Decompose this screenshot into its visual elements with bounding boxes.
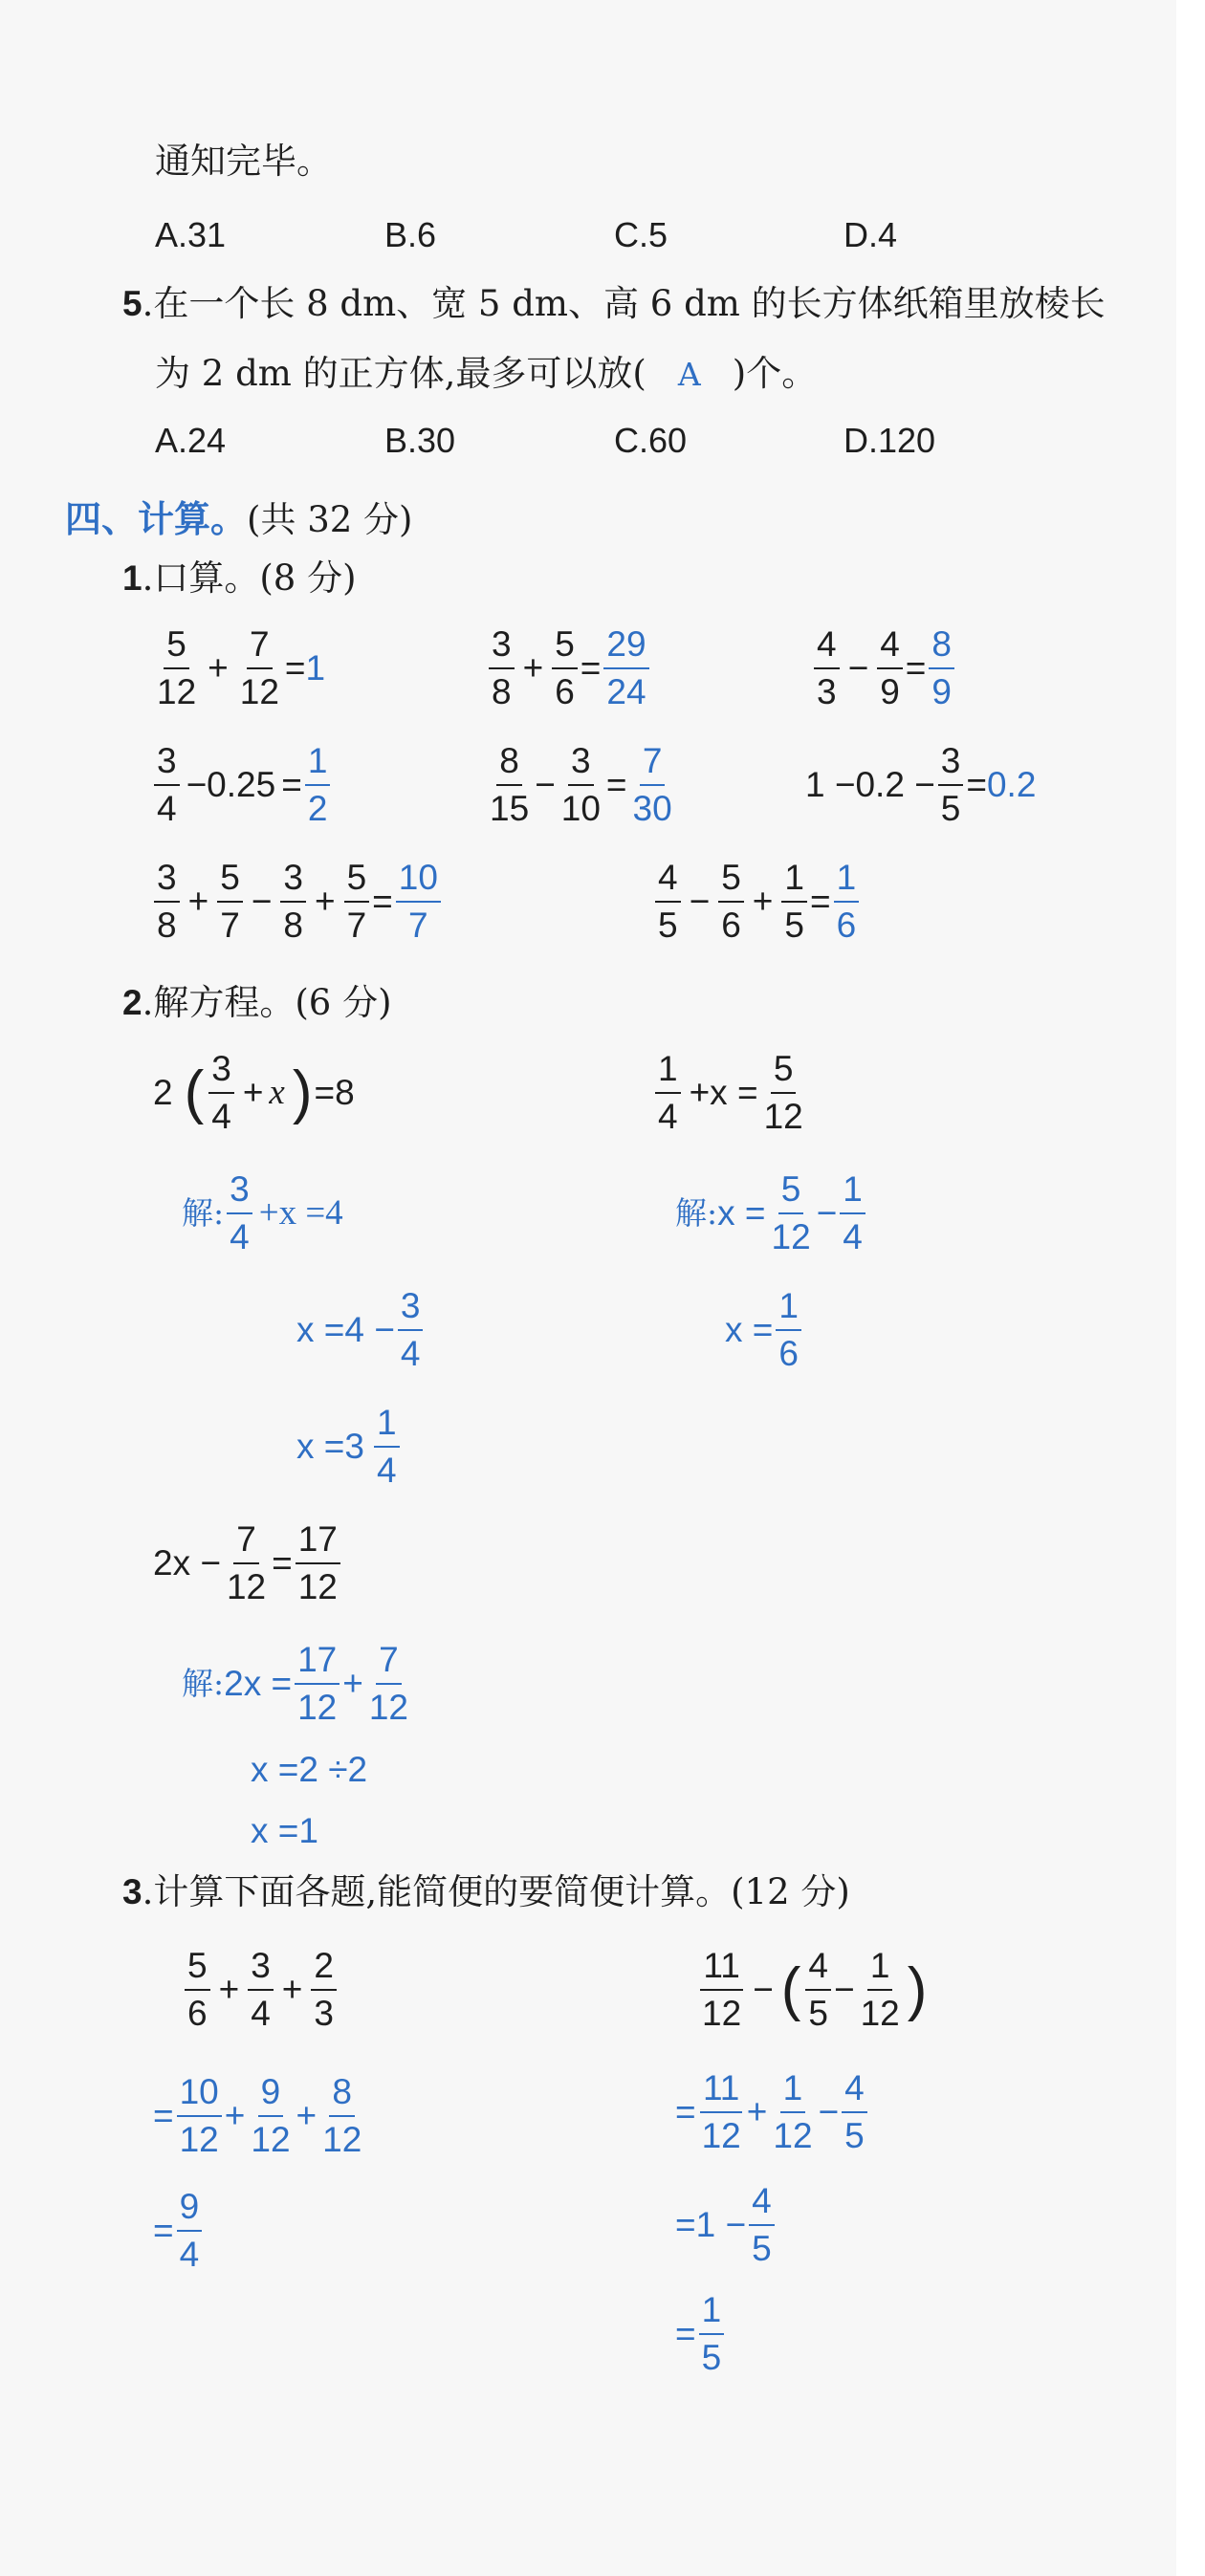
part3-title [122, 1871, 850, 1912]
fraction [154, 625, 199, 711]
denominator: 5 [940, 788, 961, 828]
section-title: 四、计算。 [65, 498, 248, 540]
math-token: + [242, 1073, 264, 1113]
denominator: 9 [931, 671, 952, 711]
part1-title [122, 557, 357, 599]
numerator: 7 [233, 1520, 259, 1564]
denominator: 5 [808, 1993, 828, 2033]
equation-3-step-2: x =2 ÷2 [251, 1750, 368, 1789]
q5-option-a: A.24 [155, 421, 227, 460]
math-token: +x =4 [258, 1193, 343, 1233]
part1-number: 1 [122, 558, 142, 598]
denominator: 12 [297, 1687, 338, 1727]
equation-2 [652, 1050, 809, 1136]
fraction [374, 1404, 400, 1490]
fraction [749, 2182, 775, 2268]
denominator: 4 [230, 1216, 250, 1256]
mental-calc-7 [151, 859, 444, 945]
numerator: 4 [655, 859, 681, 903]
calc-left [182, 1947, 340, 2033]
fraction [280, 859, 306, 945]
math-token: + [281, 1970, 303, 2010]
denominator: 12 [157, 671, 197, 711]
denominator: 5 [844, 2115, 865, 2155]
math-token: = [605, 765, 627, 805]
q4-option-b: B.6 [384, 215, 437, 254]
fraction [699, 1947, 744, 2033]
math-token: =1 − [675, 2205, 747, 2245]
denominator: 12 [179, 2119, 219, 2159]
math-token: x = [717, 1193, 766, 1233]
fraction [842, 2069, 867, 2155]
denominator: 12 [771, 1216, 811, 1256]
fraction [776, 1287, 801, 1373]
answer: 1 [305, 648, 326, 688]
numerator: 3 [568, 742, 594, 786]
numerator: 9 [258, 2073, 284, 2117]
fraction [877, 625, 903, 711]
math-token: − [847, 648, 869, 688]
math-token: = [272, 1543, 293, 1583]
equation-1-step-3 [296, 1404, 403, 1490]
numerator: 5 [552, 625, 578, 669]
fraction [552, 625, 578, 711]
fraction [296, 1520, 340, 1606]
fraction [177, 2188, 203, 2274]
fraction [366, 1641, 411, 1727]
equation-1 [153, 1050, 355, 1136]
math-token: + [342, 1664, 363, 1704]
numerator: 3 [489, 625, 515, 669]
numerator: 29 [603, 625, 648, 669]
numerator: 10 [177, 2073, 222, 2117]
fraction [814, 625, 840, 711]
q4-option-c: C.5 [614, 215, 668, 254]
math-token: 解: [675, 1194, 718, 1233]
numerator: 1 [780, 2069, 806, 2113]
math-token: x =4 − [296, 1310, 395, 1350]
q4-option-a: A.31 [155, 215, 227, 254]
denominator: 4 [179, 2234, 200, 2274]
denominator: 4 [157, 788, 177, 828]
fraction [858, 1947, 903, 2033]
math-token: − [818, 2092, 840, 2132]
fraction [224, 1520, 269, 1606]
math-token: = [966, 765, 987, 805]
math-token: = [281, 765, 302, 805]
part2-title-text: .解方程。(6 分) [142, 982, 392, 1023]
part2-title [122, 982, 392, 1023]
denominator: 9 [880, 671, 900, 711]
math-token: − [834, 1970, 855, 2010]
denominator: 12 [239, 671, 279, 711]
fraction [655, 859, 681, 945]
denominator: 6 [721, 905, 741, 945]
numerator: 17 [295, 1641, 340, 1685]
numerator: 1 [305, 742, 331, 786]
mental-calc-4 [151, 742, 333, 828]
q5-option-d: D.120 [844, 421, 936, 460]
math-token: = [284, 648, 306, 688]
math-token: + [314, 882, 336, 922]
numerator: 7 [376, 1641, 402, 1685]
denominator: 3 [314, 1993, 334, 2033]
equation-3-step-3: x =1 [251, 1811, 318, 1850]
equation-3 [153, 1520, 343, 1606]
numerator: 7 [640, 742, 666, 786]
q5-answer: A [677, 356, 701, 393]
math-token: 解: [182, 1665, 225, 1703]
numerator: 8 [496, 742, 522, 786]
numerator: 9 [177, 2188, 203, 2232]
math-token: + [224, 2096, 246, 2136]
q5-line2 [155, 353, 818, 394]
denominator: 12 [368, 1687, 409, 1727]
denominator: 24 [606, 671, 646, 711]
denominator: 12 [297, 1566, 338, 1606]
math-token: +x = [689, 1073, 758, 1113]
fraction [248, 2073, 293, 2159]
numerator: 4 [877, 625, 903, 669]
numerator: 1 [776, 1287, 801, 1331]
math-token: = [809, 882, 831, 922]
numerator: 5 [164, 625, 189, 669]
q4-continuation: 通知完毕。 [155, 141, 332, 182]
numerator: 5 [771, 1050, 797, 1094]
fraction [344, 859, 370, 945]
denominator: 10 [560, 788, 601, 828]
math-token: + [752, 882, 774, 922]
denominator: 4 [376, 1450, 397, 1490]
numerator: 3 [154, 859, 180, 903]
math-token: ( [780, 1955, 801, 2022]
fraction [761, 1050, 806, 1136]
denominator: 12 [702, 1993, 742, 2033]
fraction [718, 859, 744, 945]
numerator: 17 [296, 1520, 340, 1564]
q5-line2-pre: 为 2 dm 的正方体,最多可以放( [155, 353, 646, 394]
numerator: 11 [700, 2069, 742, 2113]
math-token: −0.25 [186, 765, 276, 805]
numerator: 10 [396, 859, 441, 903]
answer [929, 625, 954, 711]
q5-text: .在一个长 8 dm、宽 5 dm、高 6 dm 的长方体纸箱里放棱长 [142, 283, 1106, 324]
math-token: ) [292, 1059, 313, 1125]
math-token: + [218, 1970, 240, 2010]
equation-2-step-2 [725, 1287, 804, 1373]
numerator: 3 [280, 859, 306, 903]
math-token: 2x = [224, 1664, 293, 1704]
calc-right [696, 1947, 929, 2033]
math-token: = [153, 2211, 174, 2251]
fraction [217, 859, 243, 945]
denominator: 5 [752, 2228, 772, 2268]
denominator: 4 [400, 1333, 421, 1373]
denominator: 7 [346, 905, 367, 945]
answer [834, 859, 860, 945]
math-token: 2 [153, 1073, 173, 1113]
math-token: = [905, 648, 927, 688]
math-token: 解: [182, 1194, 225, 1233]
numerator: 1 [655, 1050, 681, 1094]
section-heading [65, 490, 413, 542]
fraction [699, 2069, 744, 2155]
math-token: = [372, 882, 393, 922]
denominator: 12 [251, 2119, 291, 2159]
math-token: 2x − [153, 1543, 221, 1583]
numerator: 3 [938, 742, 964, 786]
denominator: 6 [555, 671, 575, 711]
denominator: 15 [490, 788, 530, 828]
denominator: 7 [220, 905, 240, 945]
numerator: 4 [749, 2182, 775, 2226]
fraction [295, 1641, 340, 1727]
denominator: 30 [632, 788, 672, 828]
math-token: + [187, 882, 209, 922]
numerator: 5 [718, 859, 744, 903]
part2-number: 2 [122, 983, 142, 1022]
numerator: 1 [374, 1404, 400, 1448]
numerator: 1 [867, 1947, 893, 1991]
fraction [177, 2073, 222, 2159]
denominator: 12 [860, 1993, 900, 2033]
math-token: + [522, 648, 544, 688]
fraction [208, 1050, 234, 1136]
numerator: 7 [247, 625, 273, 669]
math-token: − [689, 882, 711, 922]
denominator: 12 [322, 2119, 362, 2159]
math-token: + [208, 648, 229, 688]
numerator: 1 [834, 859, 860, 903]
equation-1-step-1 [182, 1170, 343, 1256]
denominator: 2 [307, 788, 328, 828]
part1-title-text: .口算。(8 分) [142, 557, 357, 599]
denominator: 8 [157, 905, 177, 945]
denominator: 7 [408, 905, 428, 945]
math-token: = [153, 2096, 174, 2136]
equation-3-step-1 [182, 1641, 414, 1727]
mental-calc-8 [652, 859, 862, 945]
numerator: 4 [805, 1947, 831, 1991]
numerator: 3 [398, 1287, 424, 1331]
math-token: + [296, 2096, 318, 2136]
math-token: =8 [314, 1073, 355, 1113]
q5-line2-post: )个。 [732, 353, 818, 394]
denominator: 4 [843, 1216, 863, 1256]
denominator: 12 [226, 1566, 267, 1606]
fraction [559, 742, 603, 828]
mental-calc-3 [811, 625, 957, 711]
denominator: 8 [492, 671, 512, 711]
fraction [769, 1170, 814, 1256]
answer [305, 742, 331, 828]
fraction [154, 859, 180, 945]
fraction [311, 1947, 337, 2033]
math-token: = [580, 648, 602, 688]
answer [630, 742, 675, 828]
mental-calc-2 [486, 625, 652, 711]
numerator: 8 [329, 2073, 355, 2117]
calc-right-step-3 [675, 2291, 727, 2377]
section-points: (共 32 分) [247, 499, 413, 540]
math-token: x =3 [296, 1427, 364, 1467]
numerator: 8 [929, 625, 954, 669]
denominator: 6 [187, 1993, 208, 2033]
numerator: 5 [344, 859, 370, 903]
denominator: 4 [211, 1096, 231, 1136]
fraction [938, 742, 964, 828]
numerator: 5 [217, 859, 243, 903]
q5-option-b: B.30 [384, 421, 456, 460]
fraction [185, 1947, 210, 2033]
mental-calc-6 [805, 742, 1036, 828]
math-token: ( [184, 1059, 205, 1125]
numerator: 1 [781, 859, 807, 903]
denominator: 5 [701, 2337, 722, 2377]
math-token: − [535, 765, 556, 805]
fraction [489, 625, 515, 711]
denominator: 6 [778, 1333, 799, 1373]
denominator: 6 [836, 905, 857, 945]
math-token: − [753, 1970, 774, 2010]
equation-1-step-2 [296, 1287, 426, 1373]
fraction [398, 1287, 424, 1373]
fraction [487, 742, 532, 828]
fraction [805, 1947, 831, 2033]
fraction [248, 1947, 274, 2033]
denominator: 12 [763, 1096, 803, 1136]
denominator: 5 [658, 905, 678, 945]
numerator: 5 [778, 1170, 804, 1214]
math-token: x = [725, 1310, 774, 1350]
fraction [699, 2291, 725, 2377]
math-token: 1 −0.2 − [805, 765, 935, 805]
fraction [655, 1050, 681, 1136]
numerator: 4 [842, 2069, 867, 2113]
math-token: − [816, 1193, 838, 1233]
calc-right-step-2 [675, 2182, 778, 2268]
q5-line1 [122, 283, 1106, 324]
numerator: 3 [227, 1170, 252, 1214]
answer [396, 859, 441, 945]
denominator: 12 [701, 2115, 741, 2155]
math-token: + [746, 2092, 768, 2132]
part3-title-text: .计算下面各题,能简便的要简便计算。(12 分) [142, 1871, 850, 1912]
math-token: = [675, 2092, 696, 2132]
equation-2-step-1 [675, 1170, 868, 1256]
q5-number: 5 [122, 284, 142, 323]
math-token: − [251, 882, 273, 922]
denominator: 4 [658, 1096, 678, 1136]
numerator: 4 [814, 625, 840, 669]
numerator: 3 [248, 1947, 274, 1991]
fraction [237, 625, 282, 711]
numerator: 5 [185, 1947, 210, 1991]
numerator: 3 [208, 1050, 234, 1094]
numerator: 2 [311, 1947, 337, 1991]
answer: 0.2 [986, 765, 1037, 805]
numerator: 1 [699, 2291, 725, 2335]
denominator: 5 [784, 905, 804, 945]
calc-left-step-1 [153, 2073, 367, 2159]
q4-option-d: D.4 [844, 215, 898, 254]
fraction [227, 1170, 252, 1256]
fraction [840, 1170, 865, 1256]
fraction [770, 2069, 815, 2155]
q5-option-c: C.60 [614, 421, 688, 460]
math-token: = [675, 2314, 696, 2354]
math-token: x [269, 1073, 285, 1113]
denominator: 8 [283, 905, 303, 945]
denominator: 3 [817, 671, 837, 711]
fraction [154, 742, 180, 828]
calc-right-step-1 [675, 2069, 870, 2155]
mental-calc-1 [151, 625, 325, 711]
answer [603, 625, 648, 711]
denominator: 12 [773, 2115, 813, 2155]
numerator: 11 [700, 1947, 742, 1991]
math-token: ) [907, 1955, 928, 2022]
fraction [319, 2073, 364, 2159]
mental-calc-5 [484, 742, 678, 828]
numerator: 3 [154, 742, 180, 786]
numerator: 1 [840, 1170, 865, 1214]
part3-number: 3 [122, 1872, 142, 1911]
denominator: 4 [251, 1993, 271, 2033]
calc-left-step-2 [153, 2188, 205, 2274]
fraction [781, 859, 807, 945]
